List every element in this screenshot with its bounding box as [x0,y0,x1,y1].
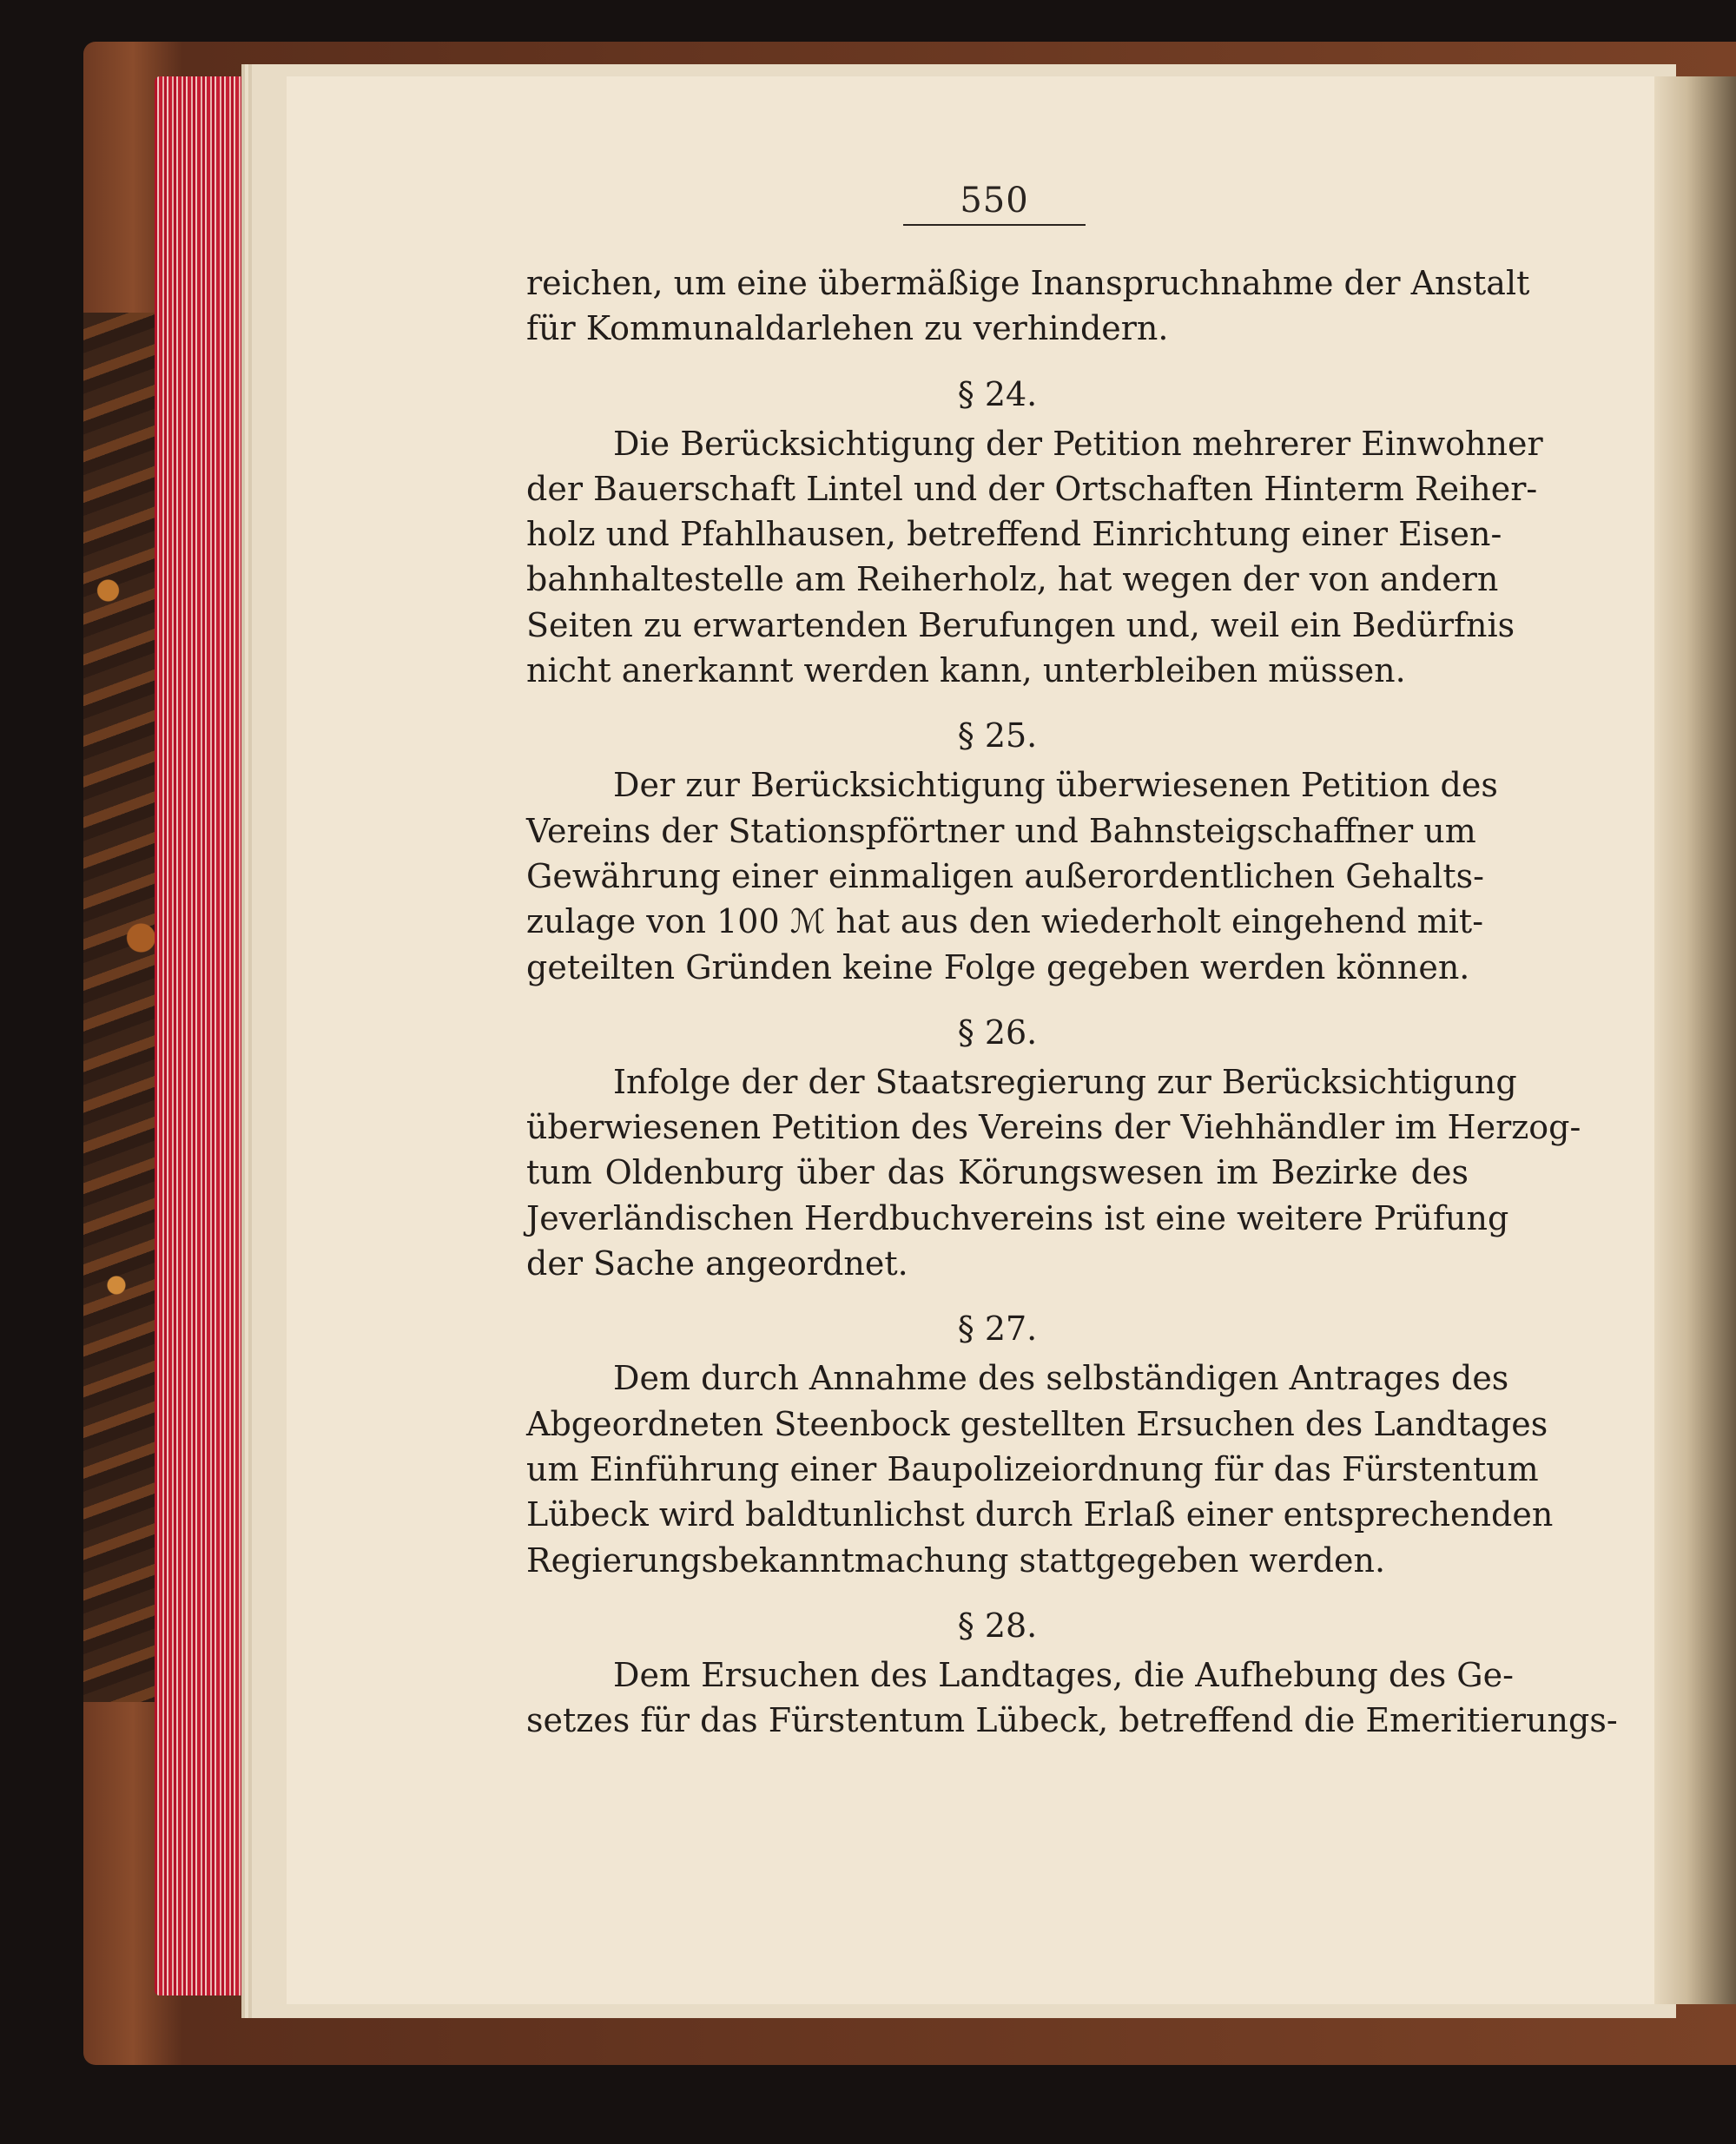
paragraph [526,261,1530,352]
section-spacer [526,1286,1469,1302]
page-number: 550 [960,181,1029,221]
text-line: um Einführung einer Baupolizeiordnung für das Fürstentum [526,1449,1539,1488]
page-text [526,261,1618,1743]
text-line: geteilten Gründen keine Folge gegeben werden können. [526,947,1470,986]
section-heading: § 24. [957,374,1038,413]
section-spacer [526,693,1469,709]
text-line: nicht anerkannt werden kann, unterbleiben müssen. [526,651,1406,690]
section-spacer [526,352,1469,367]
text-line: Infolge der der Staatsregierung zur Berücksichtigung [613,1062,1517,1101]
text-line: setzes für das Fürstentum Lübeck, betreffend die Emeritierungs- [526,1701,1618,1740]
text-line: Der zur Berücksichtigung überwiesenen Petition des [613,766,1498,805]
text-line: für Kommunaldarlehen zu verhindern. [526,309,1169,348]
text-line: Jeverländischen Herdbuchvereins ist eine weitere Prüfung [526,1198,1509,1237]
paragraph [526,1653,1618,1744]
text-line: Lübeck wird baldtunlichst durch Erlaß einer entsprechenden [526,1495,1554,1534]
marbled-cover-edge [83,313,166,1702]
section-heading: § 28. [957,1606,1038,1645]
text-line: Dem Ersuchen des Landtages, die Aufhebung des Ge- [613,1655,1514,1694]
section-spacer [526,1583,1469,1599]
paragraph [526,762,1498,989]
text-line: zulage von 100 ℳ hat aus den wiederholt eingehend mit- [526,902,1484,941]
text-line: überwiesenen Petition des Vereins der Viehhändler im Herzog- [526,1108,1581,1147]
text-line: Dem durch Annahme des selbständigen Antrages des [613,1359,1509,1398]
text-line: reichen, um eine übermäßige Inanspruchnahme der Anstalt [526,264,1530,302]
paragraph [526,1059,1581,1286]
paragraph [526,1356,1554,1582]
section-heading: § 26. [957,1013,1038,1052]
text-line: Seiten zu erwartenden Berufungen und, weil ein Bedürfnis [526,605,1515,644]
text-line: tum Oldenburg über das Körungswesen im Bezirke des [526,1153,1469,1192]
page-number-rule [903,224,1086,226]
section-heading: § 25. [957,716,1038,755]
text-line: Abgeordneten Steenbock gestellten Ersuchen des Landtages [526,1404,1548,1443]
page-gutter [1654,76,1736,2004]
paragraph [526,421,1543,694]
text-line: Gewährung einer einmaligen außerordentlichen Gehalts- [526,856,1484,895]
text-line: Vereins der Stationspförtner und Bahnsteigschaffner um [526,811,1476,850]
text-line: der Bauerschaft Lintel und der Ortschaften Hinterm Reiher- [526,469,1538,508]
section-spacer [526,990,1469,1006]
section-heading: § 27. [957,1309,1038,1349]
text-line: holz und Pfahlhausen, betreffend Einrichtung einer Eisen- [526,515,1502,554]
text-line: Regierungsbekanntmachung stattgegeben werden. [526,1540,1386,1580]
text-line: bahnhaltestelle am Reiherholz, hat wegen der von andern [526,560,1499,599]
text-line: Die Berücksichtigung der Petition mehrerer Einwohner [613,424,1543,463]
text-line: der Sache angeordnet. [526,1244,908,1283]
